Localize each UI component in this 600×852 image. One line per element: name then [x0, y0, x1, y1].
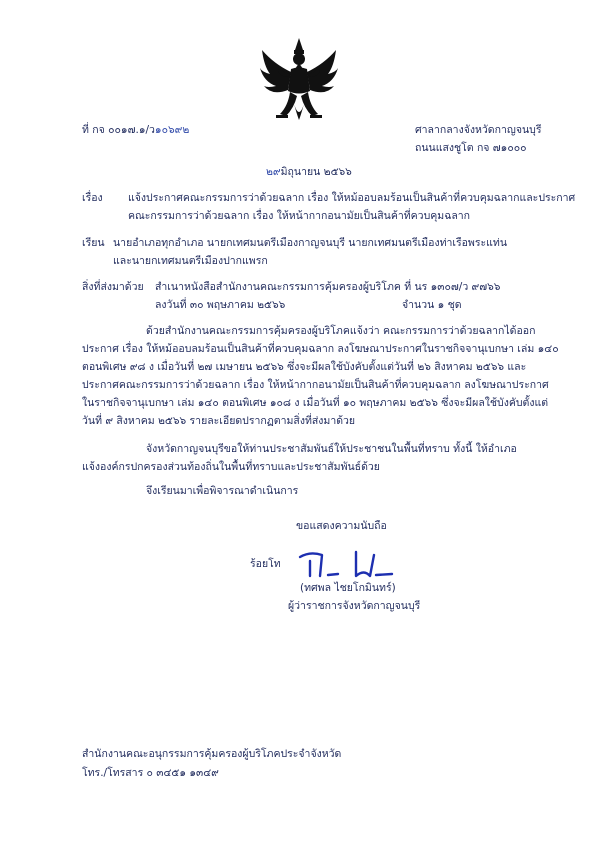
subject-line-2: คณะกรรมการว่าด้วยฉลาก เรื่อง ให้หน้ากากอนามัยเป็นสินค้าที่ควบคุมฉลาก [128, 210, 471, 222]
body-para2-line-2: แจ้งองค์กรปกครองส่วนท้องถิ่นในพื้นที่ทราบและประชาสัมพันธ์ด้วย [82, 461, 380, 473]
document-number-prefix: ที่ กจ ๐๐๑๗.๑/ว [82, 124, 155, 136]
body-para1-line-4: ประกาศคณะกรรมการว่าด้วยฉลาก เรื่อง ให้หน้ากากอนามัยเป็นสินค้าที่ควบคุมฉลาก ลงโฆษณาประกาศ [82, 379, 549, 391]
date-day-handwritten: ๒๙ [266, 166, 281, 178]
signer-title: ผู้ว่าราชการจังหวัดกาญจนบุรี [288, 600, 421, 612]
closing-regards: ขอแสดงความนับถือ [296, 520, 387, 532]
document-date [266, 165, 352, 179]
enclosure-label: สิ่งที่ส่งมาด้วย [82, 281, 144, 293]
body-para3: จึงเรียนมาเพื่อพิจารณาดำเนินการ [146, 485, 299, 497]
enclosure-line-2: ลงวันที่ ๓๐ พฤษภาคม ๒๕๖๖ [155, 299, 286, 311]
subject-line-1: แจ้งประกาศคณะกรรมการว่าด้วยฉลาก เรื่อง ให้หม้ออบลมร้อนเป็นสินค้าที่ควบคุมฉลากและประกาศ [128, 192, 576, 204]
recipient-label: เรียน [82, 237, 105, 249]
recipient-line-1: นายอำเภอทุกอำเภอ นายกเทศมนตรีเมืองกาญจนบุรี นายกเทศมนตรีเมืองท่าเรือพระแท่น [113, 237, 507, 249]
signer-rank: ร้อยโท [250, 558, 281, 570]
subject-label: เรื่อง [82, 192, 103, 204]
body-para1-line-3: ตอนพิเศษ ๙๘ ง เมื่อวันที่ ๒๗ เมษายน ๒๕๖๖ ซึ่งจะมีผลใช้บังคับตั้งแต่วันที่ ๒๖ สิงหาคม ๒๕๖๖ และ [82, 361, 527, 373]
body-para1-line-5: ในราชกิจจานุเบกษา เล่ม ๑๔๐ ตอนพิเศษ ๑๐๘ ง เมื่อวันที่ ๑๐ พฤษภาคม ๒๕๖๖ ซึ่งจะมีผลใช้บังคับตั้งแต่ [82, 397, 549, 409]
enclosure-count: จำนวน ๑ ชุด [402, 299, 462, 311]
document-number-handwritten: ๑๐๖๙๒ [154, 124, 190, 136]
footer-unit: สำนักงานคณะอนุกรรมการคุ้มครองผู้บริโภคประจำจังหวัด [82, 748, 342, 760]
date-month-year: มิถุนายน ๒๕๖๖ [280, 166, 352, 178]
body-para1-line-2: ประกาศ เรื่อง ให้หม้ออบลมร้อนเป็นสินค้าที่ควบคุมฉลาก ลงโฆษณาประกาศในราชกิจจานุเบกษา เล่ม ๑๔๐ [82, 343, 559, 355]
body-para1-line-1: ด้วยสำนักงานคณะกรรมการคุ้มครองผู้บริโภคแจ้งว่า คณะกรรมการว่าด้วยฉลากได้ออก [146, 325, 536, 337]
signature-image [296, 549, 396, 579]
footer-contact: โทร./โทรสาร ๐ ๓๔๕๑ ๑๓๔๙ [82, 767, 219, 779]
office-name: ศาลากลางจังหวัดกาญจนบุรี [415, 124, 542, 136]
recipient-line-2: และนายกเทศมนตรีเมืองปากแพรก [113, 255, 268, 267]
signer-name: (ทศพล ไชยโกมินทร์) [300, 582, 396, 594]
enclosure-line-1: สำเนาหนังสือสำนักงานคณะกรรมการคุ้มครองผู้บริโภค ที่ นร ๑๓๐๗/ว ๙๗๖๖ [155, 281, 501, 293]
body-para2-line-1: จังหวัดกาญจนบุรีขอให้ท่านประชาสัมพันธ์ให้ประชาชนในพื้นที่ทราบ ทั้งนี้ ให้อำเภอ [146, 443, 517, 455]
office-address: ถนนแสงชูโต กจ ๗๑๐๐๐ [415, 142, 527, 154]
body-para1-line-6: วันที่ ๙ สิงหาคม ๒๕๖๖ รายละเอียดปรากฏตามสิ่งที่ส่งมาด้วย [82, 415, 356, 427]
garuda-emblem-icon [258, 36, 340, 128]
document-number [82, 123, 189, 137]
